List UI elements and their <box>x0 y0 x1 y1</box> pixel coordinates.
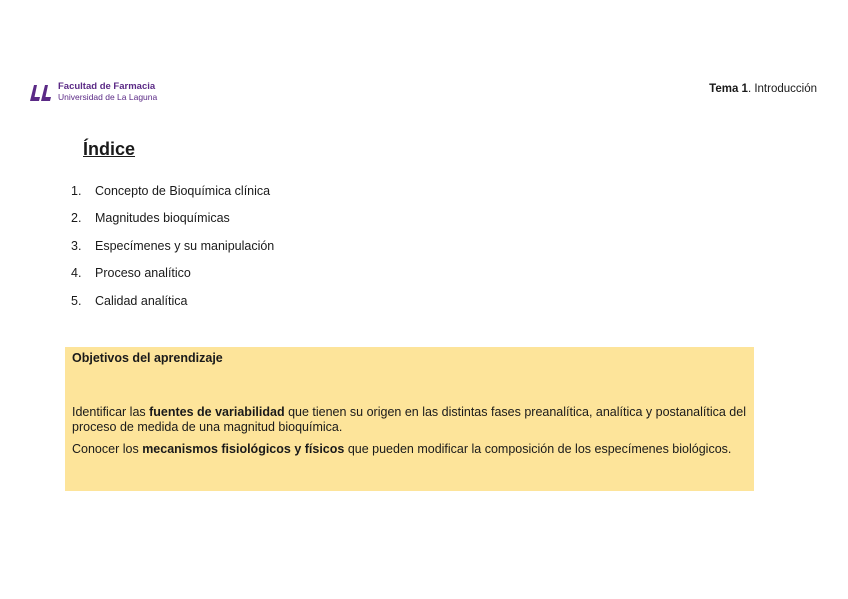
list-item-number: 4. <box>71 266 82 281</box>
objective-paragraph-2 <box>72 442 747 458</box>
index-list <box>71 184 274 321</box>
topic-label: Tema 1 <box>709 83 748 95</box>
topic-header <box>709 83 817 95</box>
list-item <box>71 211 274 238</box>
objective-1-text-pre: Identificar las <box>72 404 150 419</box>
list-item-number: 2. <box>71 211 82 226</box>
objective-2-text-pre: Conocer los <box>72 441 143 456</box>
list-item-number: 5. <box>71 293 82 308</box>
objective-paragraph-1 <box>72 405 747 436</box>
topic-suffix: . Introducción <box>747 83 817 95</box>
objectives-box <box>65 347 754 491</box>
index-title: Índice <box>83 139 136 159</box>
list-item <box>71 239 274 266</box>
objective-2-text-post: que pueden modificar la composición de los especímenes biológicos. <box>344 441 732 456</box>
list-item-number: 3. <box>71 238 82 253</box>
objective-1-text-post: que tienen su origen en las distintas fases preanalítica, analítica y postanalítica del proceso de medida de una magnitud bioquímica. <box>72 404 746 434</box>
objective-1-emphasis: fuentes de variabilidad <box>149 404 285 419</box>
objectives-title: Objetivos del aprendizaje <box>72 351 223 365</box>
list-item-label: Calidad analítica <box>95 293 188 308</box>
faculty-logo <box>28 81 157 103</box>
objective-2-emphasis: mecanismos fisiológicos y físicos <box>142 441 345 456</box>
list-item-label: Concepto de Bioquímica clínica <box>95 184 271 198</box>
list-item-label: Proceso analítico <box>95 266 191 281</box>
list-item <box>71 294 274 321</box>
logo-subtitle: Universidad de La Laguna <box>58 92 158 102</box>
list-item <box>71 266 274 293</box>
list-item <box>71 184 274 211</box>
list-item-label: Especímenes y su manipulación <box>95 238 275 253</box>
logo-title: Facultad de Farmacia <box>58 81 156 92</box>
faculty-logo-icon <box>28 81 54 103</box>
list-item-label: Magnitudes bioquímicas <box>95 211 230 226</box>
list-item-number: 1. <box>71 184 82 198</box>
